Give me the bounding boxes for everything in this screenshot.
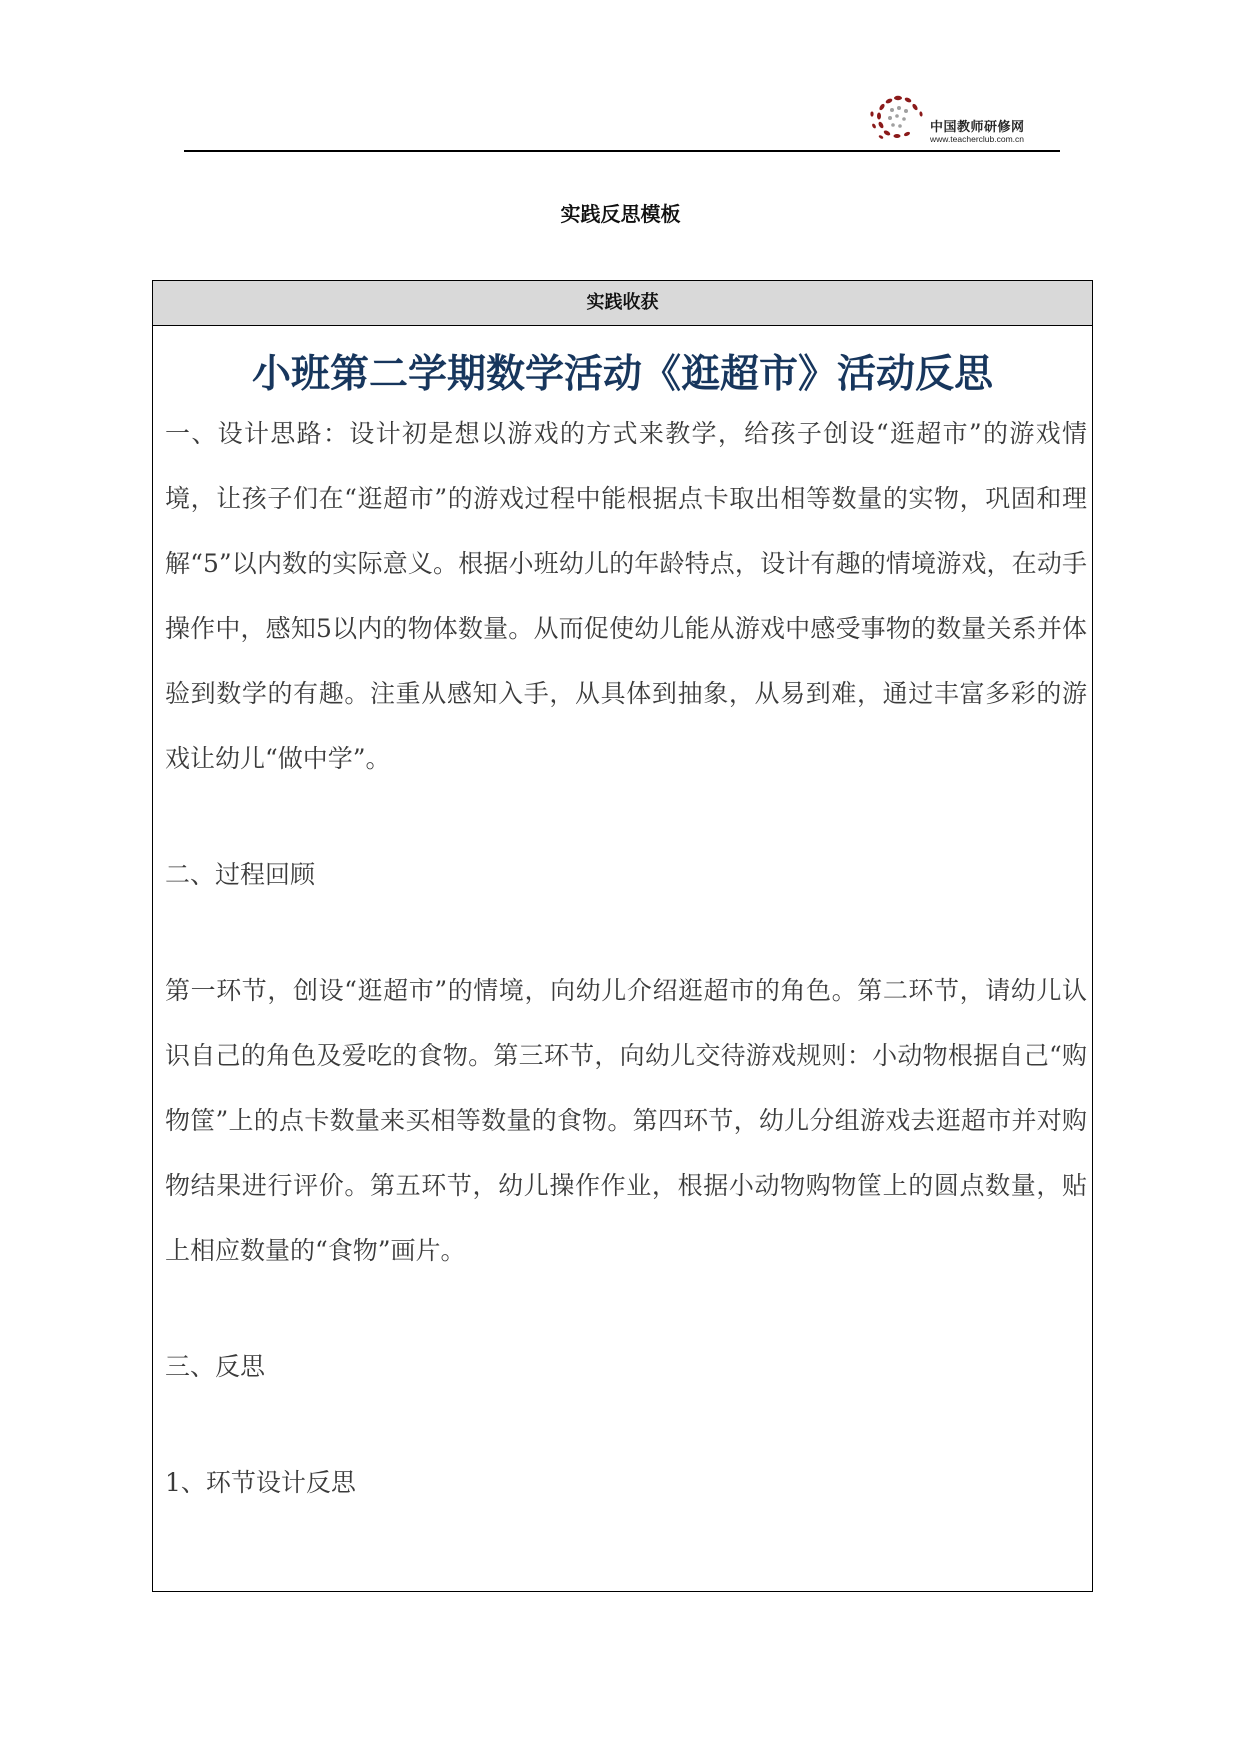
table-header: 实践收获 [153,281,1092,326]
paragraph-process: 第一环节，创设“逛超市”的情境，向幼儿介绍逛超市的角色。第二环节，请幼儿认识自己的角色及爱吃的食物。第三环节，向幼儿交待游戏规则：小动物根据自己“购物筐”上的点卡数量来买相等数量的食物。第四环节，幼儿分组游戏去逛超市并对购物结果进行评价。第五环节，幼儿操作作业，根据小动物购物筐上的圆点数量，贴上相应数量的“食物”画片。 [165,976,1087,1265]
site-logo [868,86,1048,146]
header-divider [184,150,1060,152]
logo-dots-icon [868,92,930,140]
paragraph-design-idea: 一、设计思路：设计初是想以游戏的方式来教学，给孩子创设“逛超市”的游戏情境，让孩子们在“逛超市”的游戏过程中能根据点卡取出相等数量的实物，巩固和理解“5”以内数的实际意义。根据小班幼儿的年龄特点，设计有趣的情境游戏，在动手操作中，感知5以内的物体数量。从而促使幼儿能从游戏中感受事物的数量关系并体验到数学的有趣。注重从感知入手，从具体到抽象，从易到难，通过丰富多彩的游戏让幼儿“做中学”。 [165,419,1087,773]
document-body [165,401,1087,1515]
logo-text: 中国教师研修网 [930,120,1025,135]
practice-table [152,280,1093,1592]
heading-process-review: 二、过程回顾 [165,860,316,889]
document-title: 小班第二学期数学活动《逛超市》活动反思 [251,351,993,397]
heading-section-design-reflection: 1、环节设计反思 [165,1468,356,1497]
logo-url: www.teacherclub.com.cn [930,134,1025,144]
heading-reflection: 三、反思 [165,1352,266,1381]
page-title: 实践反思模板 [560,202,681,226]
